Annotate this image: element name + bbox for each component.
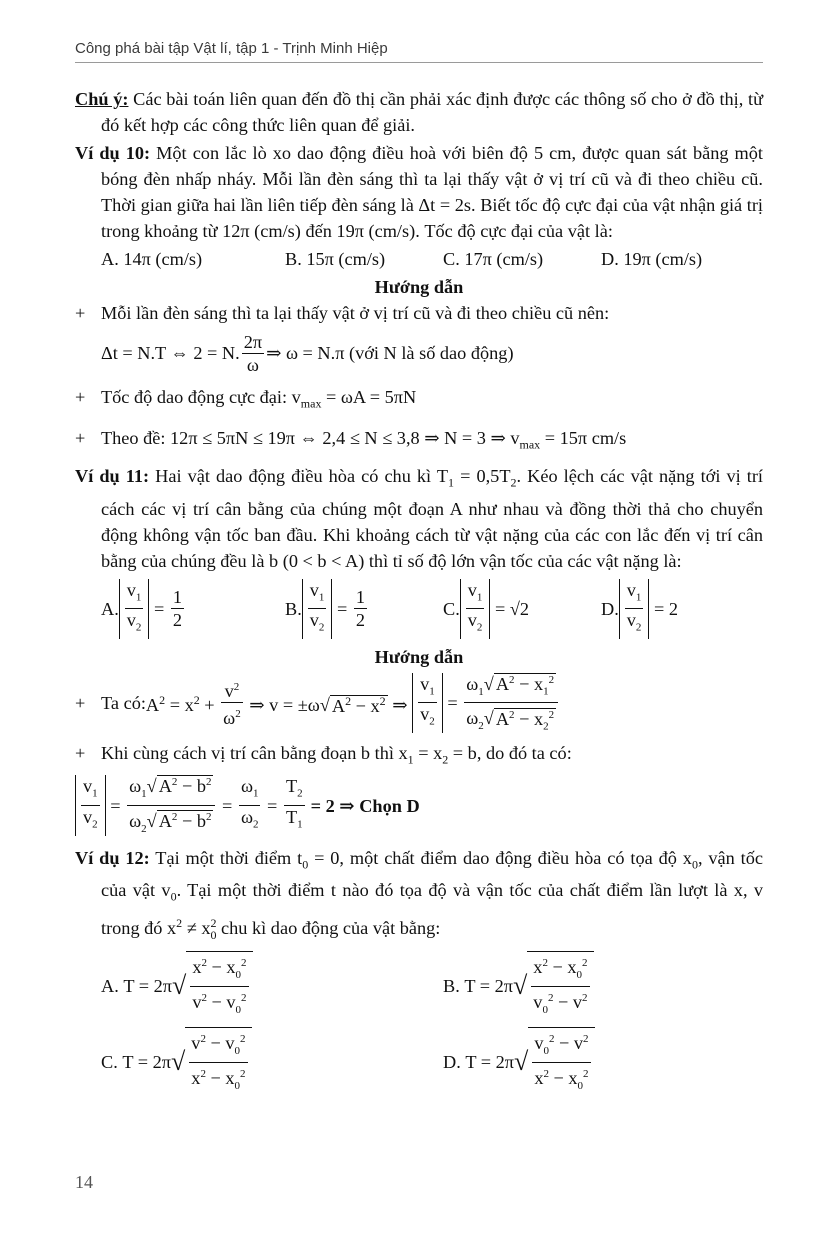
ex10-option-b: B. 15π (cm/s) [285, 249, 386, 269]
ex10-step-1: + Mỗi lần đèn sáng thì ta lại thấy vật ở vị trí cũ và đi theo chiều cũ nên: [75, 303, 610, 323]
ex12-option-b: B. T = 2π √ $\frac{x^2 - x_0^2}{v_0^2 - v^2}$ [443, 951, 594, 1021]
note-label: Chú ý: [75, 89, 129, 109]
ex12-option-c: C. T = 2π √ $\frac{v^2 - v_0^2}{x^2 - x_0^2}$ [101, 1027, 443, 1097]
example-12: Ví dụ 12: Tại một thời điểm $t_0 = 0$, một chất điểm dao động điều hòa có tọa độ $x_0$, vận tốc của vật $v_0$. Tại một thời điểm t nào đó tọa độ và vận tốc của chất điểm lần lượt là x, v trong đó $x^2 \ne x_0^2$ chu kì dao động của vật bằng: [75, 847, 764, 942]
ex11-option-c: C. $\frac{v_1}{v_2}$ = √2 [443, 579, 601, 639]
ex11-options [75, 574, 763, 644]
ex12-option-a: A. T = 2π √ $\frac{x^2 - x_0^2}{v^2 - v_0^2}$ [101, 951, 443, 1021]
example-10 [75, 140, 763, 244]
note-text: Các bài toán liên quan đến đồ thị cần phải xác định được các thông số cho ở đồ thị, từ đó kết hợp các công thức liên quan để giải. [101, 89, 763, 135]
ex10-option-c: C. 17π (cm/s) [443, 249, 544, 269]
ex11-step-1: + Ta có: $A^2 = x^2$ + $\frac{v^2}{\omega^2}$ ⇒ v = ±ω√ $A^2 - x^2$ ⇒ $\frac{v_1}{v_2}$ = $\frac{\omega_1√ A^2 - x_1^2}{\omega_2√ A^2 - x_2^2}$ [75, 670, 763, 736]
ex12-label: Ví dụ 12: [75, 847, 150, 868]
ex12-options-row-2 [75, 1024, 763, 1100]
ex10-label: Ví dụ 10: [75, 143, 151, 163]
ex10-step-2: + Tốc độ dao động cực đại: $v_{max} = \omega A = 5\pi N$ [75, 387, 417, 411]
ex10-step-3: + Theo đề: 12π ≤ 5πN ≤ 19π ⇔ 2,4 ≤ N ≤ 3,8 ⇒ N = 3 ⇒ $v_{max} = 15\pi$ cm/s [75, 427, 627, 452]
example-11: Ví dụ 11: Hai vật dao động điều hòa có chu kì $T_1 = 0,5T_2$. Kéo lệch các vật nặng tới vị trí cách các vị trí cân bằng của chúng một đoạn A như nhau và đồng thời thả cho chuyển động không vận tốc ban đầu. Khi khoảng cách từ vật nặng của các con lắc đến vị trí cân bằng của chúng đều là b (0 < b < A) thì tỉ số độ lớn vận tốc của các vật nặng là: [75, 466, 763, 571]
page-number: 14 [75, 1172, 93, 1192]
ex10-option-d: D. 19π (cm/s) [601, 249, 703, 269]
ex12-options-row-1 [75, 948, 763, 1024]
ex10-option-a: A. 14π (cm/s) [101, 249, 203, 269]
fraction-2pi-omega: $\frac{2\pi}{\omega}$ [243, 331, 263, 375]
ex11-option-d: D. $\frac{v_1}{v_2}$ = 2 [601, 579, 678, 639]
ex10-equation-1: Δt = N.T ⇔ 2 = N. $\frac{2\pi}{\omega}$ ⇒ ω = N.π (với N là số dao động) [101, 331, 514, 375]
ex11-option-b: B. $\frac{v_1}{v_2}$ = $\frac{1}{2}$ [285, 579, 443, 639]
ex12-option-d: D. T = 2π √ $\frac{v_0^2 - v^2}{x^2 - x_0^2}$ [443, 1027, 595, 1097]
ex11-option-a: A. $\frac{v_1}{v_2}$ = $\frac{1}{2}$ [101, 579, 285, 639]
ex10-text: Một con lắc lò xo dao động điều hoà với biên độ 5 cm, được quan sát bằng một bóng đèn nhấp nháy. Mỗi lần đèn sáng thì ta lại thấy vật ở vị trí cũ và đi theo chiều cũ. Thời gian giữa hai lần liên tiếp đèn sáng là Δt = 2s. Biết tốc độ cực đại của vật nhận giá trị trong khoảng từ 12π (cm/s) đến 19π (cm/s). Tốc độ cực đại của vật là: [101, 143, 763, 241]
ex11-result-equation: $\frac{v_1}{v_2}$ = $\frac{\omega_1√ A^2 - b^2}{\omega_2√ A^2 - b^2}$ = $\frac{\omega_1}{\omega_2}$ = $\frac{T_2}{T_1}$ = 2 ⇒ Chọn D [75, 773, 763, 839]
ex10-options [75, 246, 763, 272]
ex11-step-2: + Khi cùng cách vị trí cân bằng đoạn b thì $x_1 = x_2 = b$, do đó ta có: [75, 742, 572, 767]
ex10-guide-title: Hướng dẫn [374, 277, 464, 297]
note-paragraph [75, 86, 763, 138]
page-content [75, 86, 763, 1100]
header-rule [75, 62, 763, 63]
ex11-label: Ví dụ 11: [75, 466, 150, 487]
running-header: Công phá bài tập Vật lí, tập 1 - Trịnh Minh Hiệp [75, 40, 388, 57]
ex11-guide-title: Hướng dẫn [374, 646, 464, 667]
